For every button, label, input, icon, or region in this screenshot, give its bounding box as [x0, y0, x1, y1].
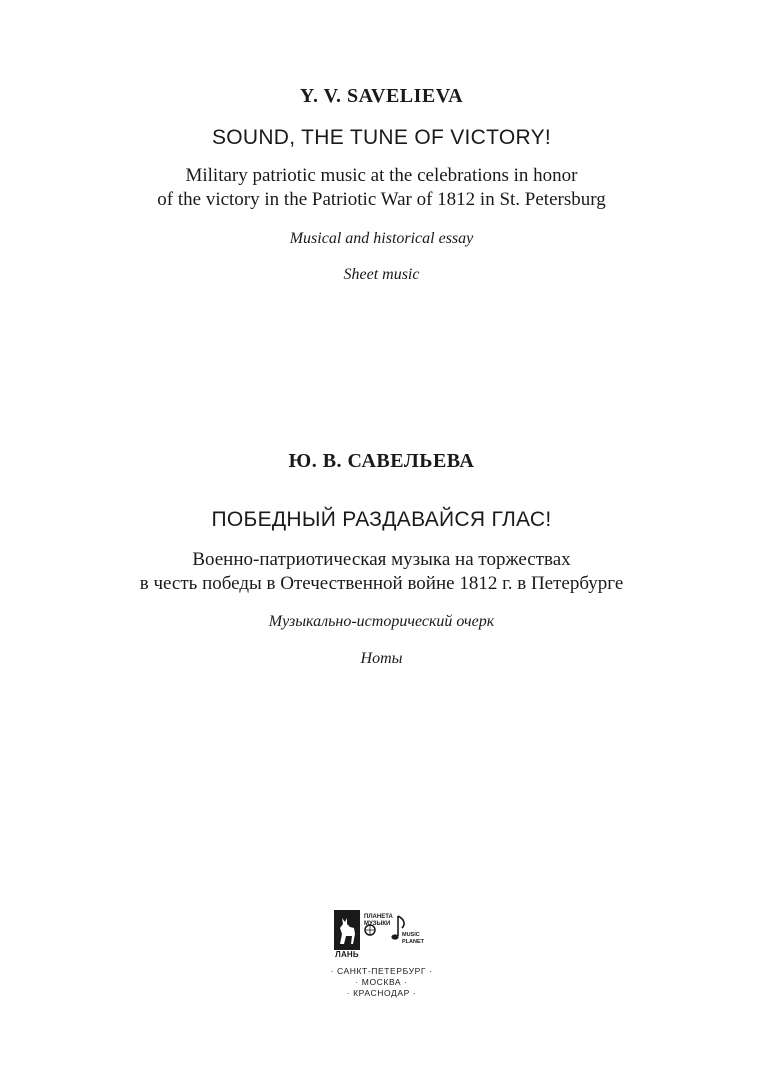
logo-planet-text	[364, 914, 393, 928]
publisher-logo	[334, 910, 430, 962]
english-title: SOUND, THE TUNE OF VICTORY!	[211, 126, 552, 149]
publisher-cities	[0, 966, 763, 999]
russian-author: Ю. В. САВЕЛЬЕВА	[288, 450, 475, 472]
english-genre: Musical and historical essay	[289, 230, 474, 247]
russian-subtitle-line2: в честь победы в Отечественной войне 1812 г. в Петербурге	[139, 573, 624, 594]
english-subtitle-line2: of the victory in the Patriotic War of 1812 in St. Petersburg	[157, 189, 606, 210]
city-saint-petersburg: · САНКТ-ПЕТЕРБУРГ ·	[330, 966, 433, 976]
logo-planet-line1: ПЛАНЕТА	[364, 914, 393, 920]
logo-music-line1: MUSIC	[402, 932, 420, 938]
logo-lan-text: ЛАНЬ	[335, 950, 359, 959]
logo-music-text	[402, 932, 424, 945]
russian-title: ПОБЕДНЫЙ РАЗДАВАЙСЯ ГЛАС!	[211, 508, 552, 531]
russian-subtitle-line1: Военно-патриотическая музыка на торжествах	[192, 549, 571, 570]
english-subtitle-line1: Military patriotic music at the celebrations in honor	[185, 165, 578, 186]
city-krasnodar: · КРАСНОДАР ·	[346, 988, 417, 998]
russian-format: Ноты	[360, 650, 403, 667]
city-moscow: · МОСКВА ·	[355, 977, 408, 987]
russian-genre: Музыкально-исторический очерк	[268, 613, 495, 630]
logo-music-line2: PLANET	[402, 938, 424, 945]
logo-planet-line2: МУЗЫКИ	[364, 921, 391, 927]
english-subtitle	[0, 164, 763, 212]
russian-subtitle	[0, 548, 763, 596]
english-format: Sheet music	[343, 266, 420, 283]
english-author: Y. V. SAVELIEVA	[299, 85, 464, 107]
